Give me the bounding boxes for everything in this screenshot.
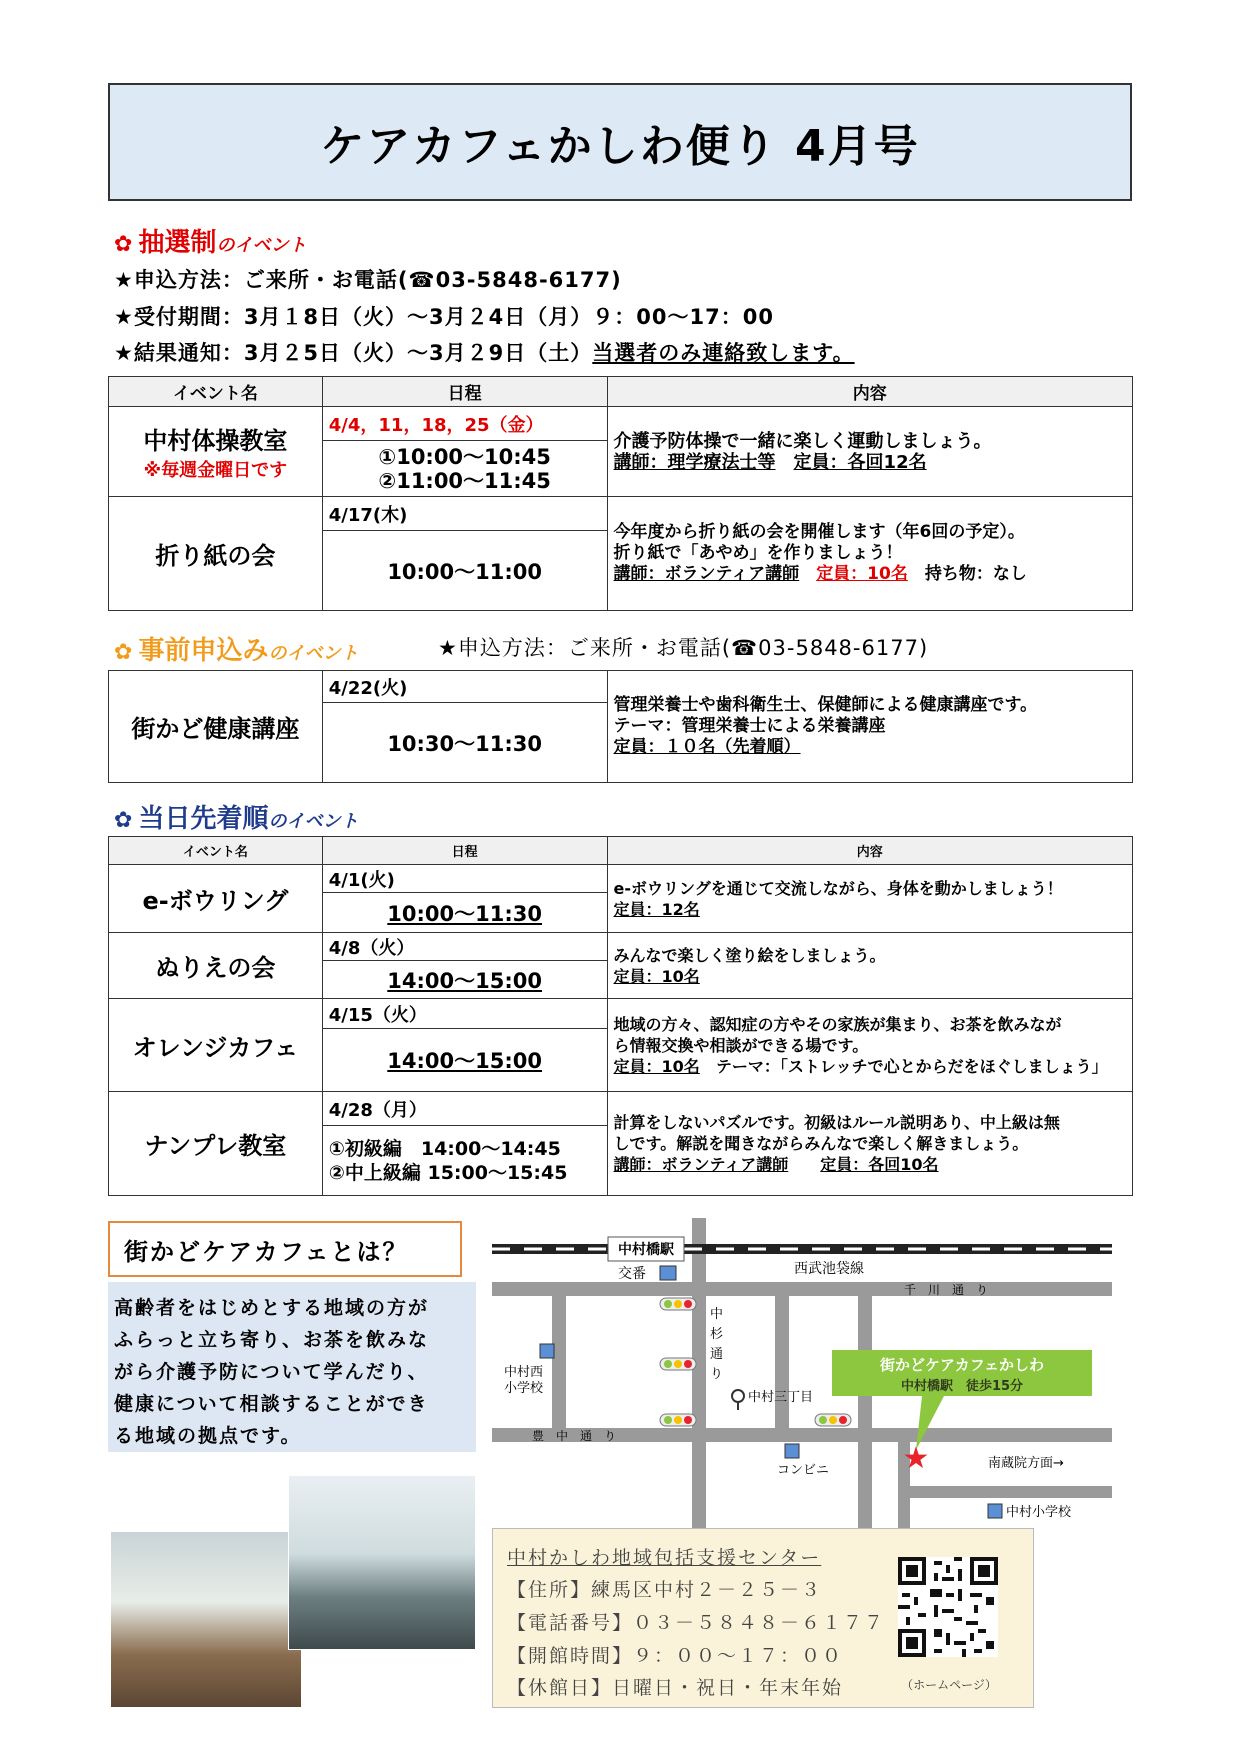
lottery-result-notice: ★結果通知：3月２5日（火）～3月２9日（土）当選者のみ連絡致します。 [114, 341, 855, 365]
event-content: 地域の方々、認知症の方やその家族が集まり、お茶を飲みなが ら情報交換や相談ができる場です。 定員：10名 テーマ：「ストレッチで心とからだをほぐしましょう」 [607, 999, 1132, 1092]
advance-table [108, 670, 1133, 783]
about-text: 高齢者をはじめとする地域の方が ふらっと立ち寄り、お茶を飲みな がら介護予防について学んだり、 健康について相談することができ る地域の拠点です。 [108, 1282, 476, 1452]
nanzoin-label: 南蔵院方面→ [988, 1456, 1064, 1471]
school-icon [988, 1504, 1002, 1518]
event-name: ぬりえの会 [109, 933, 323, 999]
table-row [109, 865, 1133, 893]
column-header: 内容 [607, 837, 1132, 865]
column-header: 日程 [322, 837, 607, 865]
event-date: 4/17(木) [322, 497, 607, 531]
cafe-callout-name: 街かどケアカフェかしわ [879, 1356, 1045, 1374]
traffic-signal-icon [815, 1414, 851, 1426]
event-date: 4/15（火） [322, 999, 607, 1029]
nakasugi-label: 中 [710, 1307, 724, 1322]
pin-icon [732, 1390, 744, 1402]
nakasugi-label: 通 [710, 1347, 724, 1362]
event-name: 中村体操教室 ※毎週金曜日です [109, 407, 323, 497]
event-time: ①初級編 14:00～14:45 ②中上級編 15:00～15:45 [322, 1126, 607, 1196]
school-label: 中村小学校 [1006, 1505, 1072, 1520]
about-title: 街かどケアカフェとは？ [108, 1221, 462, 1277]
traffic-signal-icon [660, 1414, 696, 1426]
center-info [492, 1528, 1034, 1708]
toyonaka-label: 豊 中 通 り [532, 1429, 617, 1443]
sameday-table [108, 836, 1133, 1196]
event-content: 介護予防体操で一緒に楽しく運動しましょう。 講師：理学療法士等 定員：各回12名 [607, 407, 1132, 497]
cafe-callout-access: 中村橋駅 徒歩15分 [900, 1379, 1024, 1394]
lottery-apply-method: ★申込方法：ご来所・お電話(☎03-5848-6177) [114, 268, 622, 292]
event-content: e-ボウリングを通じて交流しながら、身体を動かしましょう！ 定員：12名 [607, 865, 1132, 933]
event-note: ※毎週金曜日です [143, 460, 288, 481]
advance-heading: ✿ 事前申込み のイベント [114, 636, 359, 666]
page-title: ケアカフェかしわ便り 4月号 [108, 83, 1132, 201]
flower-icon: ✿ [114, 232, 133, 257]
table-row [109, 999, 1133, 1029]
event-date: 4/22(火) [322, 671, 607, 703]
lottery-reception-period: ★受付期間：3月１8日（火）～3月２4日（月）９：00～17：00 [114, 305, 774, 329]
exercise-photo [288, 1475, 476, 1650]
traffic-signal-icon [660, 1298, 696, 1310]
column-header: 内容 [607, 377, 1132, 407]
cafe-photo [111, 1532, 301, 1707]
event-time: 10:00～11:30 [322, 893, 607, 933]
table-row [109, 407, 1133, 441]
event-name: オレンジカフェ [109, 999, 323, 1092]
qr-code[interactable] [898, 1557, 998, 1657]
column-header: イベント名 [109, 377, 323, 407]
sanchome-label: 中村三丁目 [748, 1390, 814, 1405]
table-row [109, 671, 1133, 703]
table-row [109, 933, 1133, 961]
sameday-heading: ✿ 当日先着順 のイベント [114, 804, 359, 834]
event-date: 4/1(火) [322, 865, 607, 893]
qr-code-pattern [898, 1557, 998, 1657]
station-label: 中村橋駅 [618, 1242, 674, 1258]
event-content: 今年度から折り紙の会を開催します（年6回の予定）。 折り紙で「あやめ」を作りましょう！ 講師：ボランティア講師 定員：10名 持ち物：なし [607, 497, 1132, 611]
star-icon: ★ [902, 1441, 930, 1476]
convenience-icon [785, 1444, 799, 1458]
school-west-label: 小学校 [504, 1381, 544, 1396]
center-name: 中村かしわ地域包括支援センター [507, 1547, 822, 1569]
school-icon [540, 1344, 554, 1358]
column-header: 日程 [322, 377, 607, 407]
conveni-label: コンビニ [777, 1463, 830, 1478]
railway-label: 西武池袋線 [794, 1261, 864, 1277]
event-time: 14:00～15:00 [322, 1029, 607, 1092]
qr-caption: （ホームページ） [901, 1678, 997, 1692]
event-content: みんなで楽しく塗り絵をしましょう。 定員：10名 [607, 933, 1132, 999]
traffic-signal-icon [660, 1358, 696, 1370]
nakasugi-label: 杉 [710, 1327, 724, 1342]
center-phone: 【電話番号】０３－５８４８－６１７７ [507, 1612, 886, 1634]
advance-apply-method: ★申込方法：ご来所・お電話(☎03-5848-6177) [438, 636, 929, 660]
senkawa-label: 千 川 通 り [904, 1283, 989, 1297]
event-content: 管理栄養士や歯科衛生士、保健師による健康講座です。 テーマ：管理栄養士による栄養講座 定員：１０名（先着順） [607, 671, 1132, 783]
lottery-heading: ✿ 抽選制 のイベント [114, 228, 307, 258]
event-content: 計算をしないパズルです。初級はルール説明あり、中上級は無 しです。解説を聞きながらみんなで楽しく解きましょう。 講師：ボランティア講師 定員：各回10名 [607, 1092, 1132, 1196]
koban-label: 交番 [618, 1266, 646, 1282]
koban-icon [660, 1266, 676, 1280]
event-name: 折り紙の会 [109, 497, 323, 611]
event-time: 10:30～11:30 [322, 703, 607, 783]
school-west-label: 中村西 [504, 1365, 544, 1380]
table-row [109, 1092, 1133, 1126]
center-closed: 【休館日】日曜日・祝日・年末年始 [507, 1677, 844, 1699]
map [492, 1218, 1112, 1548]
event-name: e-ボウリング [109, 865, 323, 933]
lottery-table [108, 376, 1133, 611]
center-hours: 【開館時間】９：００～１７：００ [507, 1645, 844, 1667]
event-date: 4/28（月） [322, 1092, 607, 1126]
map-drawing [492, 1218, 1112, 1548]
event-time: ①10:00～10:45 ②11:00～11:45 [322, 441, 607, 497]
table-row [109, 497, 1133, 531]
flower-icon: ✿ [114, 808, 133, 833]
event-time: 14:00～15:00 [322, 961, 607, 999]
event-name: ナンプレ教室 [109, 1092, 323, 1196]
center-address: 【住所】練馬区中村２－２５－３ [507, 1579, 823, 1601]
event-date: 4/8（火） [322, 933, 607, 961]
nakasugi-label: り [710, 1367, 724, 1382]
event-date: 4/4，11，18，25（金） [322, 407, 607, 441]
column-header: イベント名 [109, 837, 323, 865]
flower-icon: ✿ [114, 640, 133, 665]
event-name: 街かど健康講座 [109, 671, 323, 783]
event-time: 10:00～11:00 [322, 531, 607, 611]
